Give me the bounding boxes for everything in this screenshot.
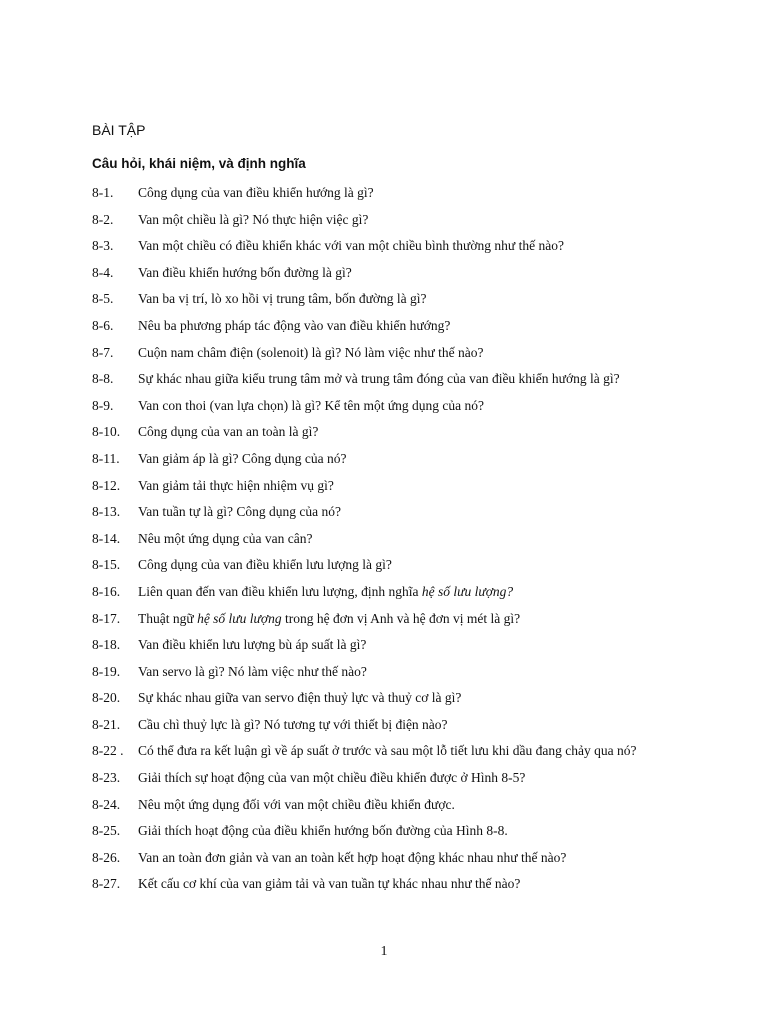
exercise-number: 8-6. <box>92 317 114 333</box>
exercise-item <box>92 476 712 503</box>
exercise-number: 8-2. <box>92 211 114 227</box>
exercise-text: Cầu chì thuỷ lực là gì? Nó tương tự với thiết bị điện nào? <box>138 716 448 732</box>
exercise-item <box>92 316 712 343</box>
exercise-text: Van điều khiển hướng bốn đường là gì? <box>138 264 352 280</box>
exercise-text: Công dụng của van an toàn là gì? <box>138 424 319 440</box>
exercise-number: 8-4. <box>92 264 114 280</box>
exercise-item <box>92 449 712 476</box>
exercise-text: Van tuần tự là gì? Công dụng của nó? <box>138 504 342 520</box>
exercise-number: 8-16. <box>92 583 121 599</box>
exercise-item <box>92 582 712 609</box>
exercise-text-part: trong hệ đơn vị Anh và hệ đơn vị mét là gì? <box>281 610 521 626</box>
exercise-number: 8-11. <box>92 450 120 466</box>
exercise-text: Van ba vị trí, lò xo hồi vị trung tâm, bốn đường là gì? <box>138 291 427 307</box>
exercise-item <box>92 555 712 582</box>
exercise-text: Giải thích hoạt động của điều khiển hướng bốn đường của Hình 8-8. <box>138 823 508 839</box>
section-heading: BÀI TẬP <box>92 122 146 138</box>
exercise-item <box>92 210 712 237</box>
exercise-text: Cuộn nam châm điện (solenoit) là gì? Nó làm việc như thế nào? <box>138 344 484 360</box>
exercise-text-emphasis: hệ số lưu lượng? <box>421 583 514 599</box>
exercise-item <box>92 768 712 795</box>
exercise-item <box>92 874 712 901</box>
exercise-text: Nêu một ứng dụng đối với van một chiều điều khiển được. <box>138 796 455 812</box>
exercise-number: 8-25. <box>92 823 121 839</box>
exercise-item <box>92 848 712 875</box>
exercise-item <box>92 343 712 370</box>
exercise-number: 8-26. <box>92 849 121 865</box>
exercise-number: 8-20. <box>92 690 121 706</box>
exercise-number: 8-5. <box>92 291 114 307</box>
exercise-text: Giải thích sự hoạt động của van một chiều điều khiển được ở Hình 8-5? <box>138 770 526 786</box>
exercise-item <box>92 662 712 689</box>
exercise-item <box>92 821 712 848</box>
exercise-number: 8-7. <box>92 344 114 360</box>
exercise-text-part: Liên quan đến van điều khiển lưu lượng, định nghĩa <box>138 583 422 599</box>
exercise-number: 8-21. <box>92 716 121 732</box>
exercise-text-emphasis: hệ số lưu lượng <box>197 610 282 626</box>
exercise-number: 8-9. <box>92 397 114 413</box>
exercise-number: 8-10. <box>92 424 121 440</box>
exercise-item <box>92 635 712 662</box>
page-number-label: 1 <box>380 944 388 959</box>
exercise-text: Van điều khiển lưu lượng bù áp suất là gì? <box>138 637 367 653</box>
exercise-item <box>92 183 712 210</box>
exercise-text: Van một chiều có điều khiển khác với van một chiều bình thường như thế nào? <box>138 238 564 254</box>
exercise-text: Công dụng của van điều khiển lưu lượng là gì? <box>138 557 392 573</box>
exercise-item <box>92 795 712 822</box>
exercise-number: 8-18. <box>92 637 121 653</box>
exercise-text: Công dụng của van điều khiển hướng là gì? <box>138 185 374 200</box>
exercise-number: 8-8. <box>92 371 114 387</box>
exercise-text <box>138 609 520 636</box>
exercise-list <box>92 183 712 901</box>
exercise-text: Van an toàn đơn giản và van an toàn kết hợp hoạt động khác nhau như thế nào? <box>138 849 567 865</box>
exercise-item <box>92 529 712 556</box>
exercise-item <box>92 502 712 529</box>
exercise-text: Van một chiều là gì? Nó thực hiện việc gì? <box>138 211 369 227</box>
exercise-text: Van con thoi (van lựa chọn) là gì? Kể tên một ứng dụng của nó? <box>138 397 485 413</box>
exercise-number: 8-14. <box>92 530 121 546</box>
exercise-number: 8-15. <box>92 557 121 573</box>
exercise-text: Sự khác nhau giữa van servo điện thuỷ lực và thuỷ cơ là gì? <box>138 690 462 706</box>
exercise-text: Có thể đưa ra kết luận gì về áp suất ở trước và sau một lỗ tiết lưu khi dầu đang chảy qua nó? <box>138 743 637 759</box>
exercise-item <box>92 263 712 290</box>
exercise-text-part: Thuật ngữ <box>138 610 198 626</box>
exercise-text: Van servo là gì? Nó làm việc như thế nào? <box>138 663 367 679</box>
exercise-number: 8-24. <box>92 796 121 812</box>
page-number <box>0 944 768 960</box>
exercise-text: Kết cấu cơ khí của van giảm tải và van tuần tự khác nhau như thế nào? <box>138 876 521 892</box>
exercise-number: 8-1. <box>92 185 114 200</box>
exercise-item <box>92 715 712 742</box>
exercise-number: 8-27. <box>92 876 121 892</box>
exercise-text: Van giảm tải thực hiện nhiệm vụ gì? <box>138 477 334 493</box>
exercise-item <box>92 741 712 768</box>
exercise-text: Sự khác nhau giữa kiểu trung tâm mở và trung tâm đóng của van điều khiển hướng là gì? <box>138 371 620 387</box>
exercise-item <box>92 422 712 449</box>
exercise-item <box>92 369 712 396</box>
exercise-number: 8-13. <box>92 504 121 520</box>
exercise-item <box>92 289 712 316</box>
exercise-text: Van giảm áp là gì? Công dụng của nó? <box>138 450 347 466</box>
exercise-text: Nêu một ứng dụng của van cân? <box>138 530 313 546</box>
section-subheading: Câu hỏi, khái niệm, và định nghĩa <box>92 156 306 171</box>
exercise-number: 8-23. <box>92 770 121 786</box>
exercise-number: 8-19. <box>92 663 121 679</box>
exercise-item <box>92 609 712 636</box>
exercise-text <box>138 582 513 609</box>
exercise-text: Nêu ba phương pháp tác động vào van điều khiển hướng? <box>138 317 451 333</box>
exercise-number: 8-17. <box>92 610 121 626</box>
exercise-item <box>92 236 712 263</box>
exercise-item <box>92 396 712 423</box>
exercise-item <box>92 688 712 715</box>
exercise-number: 8-12. <box>92 477 121 493</box>
exercise-number: 8-22 . <box>92 743 124 759</box>
exercise-number: 8-3. <box>92 238 114 254</box>
